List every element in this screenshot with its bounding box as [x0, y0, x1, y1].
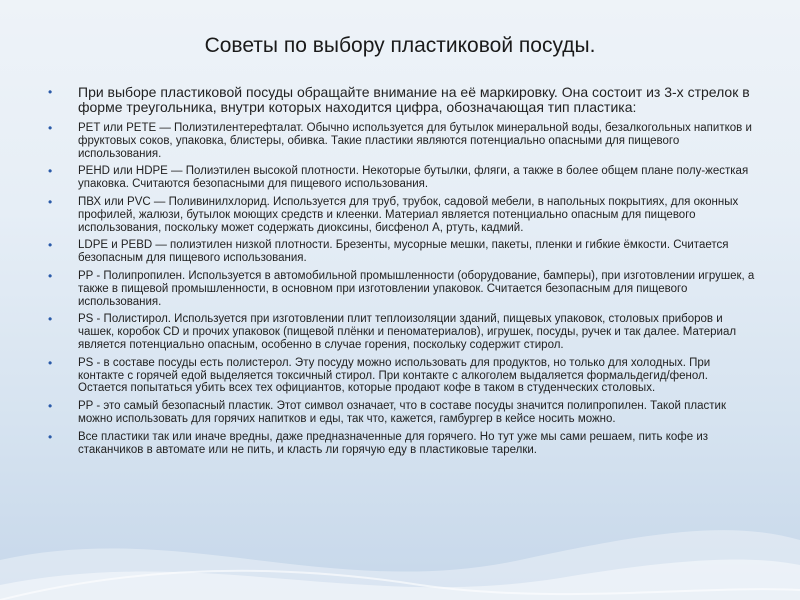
list-item — [48, 431, 756, 457]
bullet-icon: • — [48, 312, 53, 327]
list-item-text: PEHD или HDPE — Полиэтилен высокой плотности. Некоторые бутылки, фляги, а также в более общем плане полу-жесткая упаковка. Считаются безопасными для пищевого использования. — [78, 165, 749, 191]
bullet-icon: • — [48, 194, 53, 209]
bullet-list — [48, 85, 756, 461]
bullet-icon: • — [48, 164, 53, 179]
list-item-text: PP - Полипропилен. Используется в автомобильной промышленности (оборудование, бамперы), при изготовлении игрушек, а также в пищевой промышленности, в основном при изготовлении упаковок. Считается безопасным для пищевого использования. — [78, 269, 755, 308]
bullet-icon: • — [48, 85, 53, 99]
list-item-text: LDPE и PEBD — полиэтилен низкой плотности. Брезенты, мусорные мешки, пакеты, пленки и гибкие ёмкости. Считается безопасным для пищевого использования. — [78, 239, 729, 265]
bullet-icon: • — [48, 121, 53, 135]
bullet-icon: • — [48, 429, 53, 444]
list-item — [48, 313, 756, 351]
list-item — [48, 239, 756, 265]
list-item-text: PP - это самый безопасный пластик. Этот символ означает, что в составе посуды значится полипропилен. Такой пластик можно использовать для горячих напитков и еды, так что, кажется, гамбургер в кейсе носить можно. — [78, 400, 726, 425]
list-item — [48, 357, 756, 395]
list-item — [48, 165, 756, 191]
list-item — [48, 270, 756, 308]
bullet-icon: • — [48, 238, 53, 253]
list-item-text: ПВХ или PVC — Поливинилхлорид. Используется для труб, трубок, садовой мебели, в напольных покрытиях, для оконных профилей, жалюзи, бутылок моющих средств и клеенки. Материал является потенциально опасным для пищевого использования, поскольку может содержать диоксины, бисфенол А, ртуть, кадмий. — [78, 195, 739, 234]
slide-title: Советы по выбору пластиковой посуды. — [204, 34, 596, 57]
list-item-text: PS - Полистирол. Используется при изготовлении плит теплоизоляции зданий, пищевых упаковок, столовых приборов и чашек, коробок CD и прочих упаковок (пищевой плёнки и пеноматериалов), игрушек, посуды, ручек и так далее. Материал является потенциально опасным, особенно в случае горения, поскольку содержит стирол. — [78, 313, 737, 351]
list-item-text: PET или PETE — Полиэтилентерефталат. Обычно используется для бутылок минеральной воды, безалкогольных напитков и фруктовых соков, упаковка, блистеры, обивка. Такие пластики являются потенциально опасными для пищевого использования. — [78, 122, 752, 160]
bullet-icon: • — [48, 268, 53, 283]
list-item — [48, 196, 756, 234]
list-item — [48, 400, 756, 426]
list-item-text: PS - в составе посуды есть полистерол. Эту посуду можно использовать для продуктов, но только для холодных. При контакте с горячей едой выделяется токсичный стирол. При контакте с алкоголем выдаляется формальдегид/фенол. Остается попытаться убить всех тех официантов, которые продают кофе в таком в студенческих столовых. — [78, 356, 711, 395]
list-item — [48, 122, 756, 160]
bullet-icon: • — [48, 399, 53, 414]
list-item — [48, 85, 756, 115]
bullet-icon: • — [48, 355, 53, 370]
list-item-text: При выборе пластиковой посуды обращайте внимание на её маркировку. Она состоит из 3-х стрелок в форме треугольника, внутри которых находится цифра, обозначающая тип пластика: — [78, 84, 750, 115]
list-item-text: Все пластики так или иначе вредны, даже предназначенные для горячего. Но тут уже мы сами решаем, пить кофе из стаканчиков в автомате или не пить, и класть ли горячую еду в пластиковые тарелки. — [78, 430, 709, 456]
